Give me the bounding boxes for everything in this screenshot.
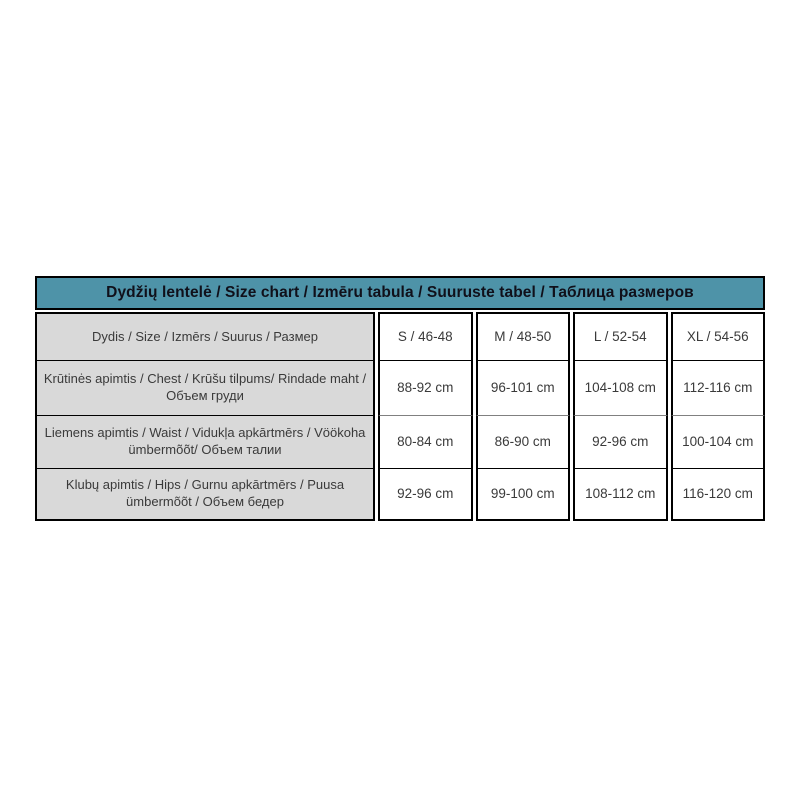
cell-chest-xl: 112-116 cm: [671, 361, 766, 416]
cell-waist-s: 80-84 cm: [378, 416, 473, 469]
size-chart-body: [35, 312, 765, 521]
cell-chest-m: 96-101 cm: [476, 361, 571, 416]
size-chart-title: Dydžių lentelė / Size chart / Izmēru tabula / Suuruste tabel / Таблица размеров: [35, 276, 765, 310]
size-chart-table: [35, 276, 765, 521]
size-column-header-m: M / 48-50: [476, 312, 571, 361]
row-label-waist: Liemens apimtis / Waist / Vidukļa apkārtmērs / Vöökoha ümbermõõt/ Объем талии: [35, 416, 375, 469]
cell-hips-l: 108-112 cm: [573, 469, 668, 521]
cell-waist-xl: 100-104 cm: [671, 416, 766, 469]
cell-chest-s: 88-92 cm: [378, 361, 473, 416]
size-column-header-s: S / 46-48: [378, 312, 473, 361]
cell-hips-xl: 116-120 cm: [671, 469, 766, 521]
cell-hips-m: 99-100 cm: [476, 469, 571, 521]
corner-header-cell: Dydis / Size / Izmērs / Suurus / Размер: [35, 312, 375, 361]
cell-waist-m: 86-90 cm: [476, 416, 571, 469]
row-label-chest: Krūtinės apimtis / Chest / Krūšu tilpums/ Rindade maht / Объем груди: [35, 361, 375, 416]
cell-chest-l: 104-108 cm: [573, 361, 668, 416]
cell-waist-l: 92-96 cm: [573, 416, 668, 469]
size-column-header-xl: XL / 54-56: [671, 312, 766, 361]
cell-hips-s: 92-96 cm: [378, 469, 473, 521]
size-column-header-l: L / 52-54: [573, 312, 668, 361]
row-label-hips: Klubų apimtis / Hips / Gurnu apkārtmērs / Puusa ümbermõõt / Объем бедер: [35, 469, 375, 521]
